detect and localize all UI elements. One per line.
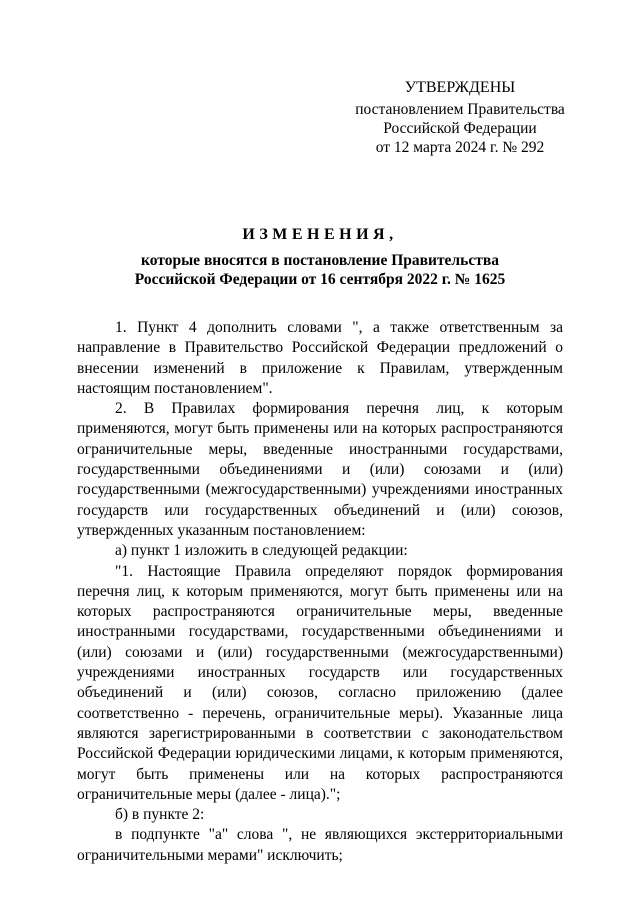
paragraph-subitem-b: б) в пункте 2: — [115, 806, 205, 824]
approval-title: УТВЕРЖДЕНЫ — [404, 79, 516, 96]
approval-line-3: от 12 марта 2024 г. № 292 — [375, 139, 545, 156]
approval-line-1: постановлением Правительства — [355, 101, 565, 118]
paragraph-subitem-a: а) пункт 1 изложить в следующей редакции: — [115, 542, 408, 560]
approval-block — [340, 78, 580, 157]
approval-line-2: Российской Федерации — [383, 120, 537, 137]
paragraph-item-2: 2. В Правилах формирования перечня лиц, к которым применяются, могут быть применены или на которых распространяются ограничительные меры, введенные иностранными государствами, государственными объединениями и (или) союзами и (или) государственными (межгосударственными) учреждениями иностранных государств или государственных объединений и (или) союзов, утвержденных указанным постановлением: — [77, 400, 563, 539]
paragraph-subpoint-a: в подпункте "а" слова ", не являющихся экстерриториальными ограничительными мерами" исключить; — [77, 826, 563, 864]
paragraph-quoted-rule: "1. Настоящие Правила определяют порядок формирования перечня лиц, к которым применяются, могут быть применены или на которых распространяются ограничительные меры, введенные иностранными государствами, государственными объединениями и (или) союзами и (или) государственными (межгосударственными) учреждениями иностранных государств или государственных объединений и (или) союзов, согласно приложению (далее соответственно - перечень, ограничительные меры). Указанные лица являются зарегистрированными в соответствии с законодательством Российской Федерации юридическими лицами, к которым применяются, могут быть применены или на которых распространяются ограничительные меры (далее - лица)."; — [77, 562, 563, 803]
heading-subtitle-line-2: Российской Федерации от 16 сентября 2022 г. № 1625 — [134, 271, 506, 288]
heading-title: ИЗМЕНЕНИЯ, — [242, 226, 398, 243]
paragraph-item-1: 1. Пункт 4 дополнить словами ", а также ответственным за направление в Правительство Российской Федерации предложений о внесении изменений в приложение к Правилам, утвержденным настоящим постановлением". — [77, 319, 563, 397]
heading-subtitle-line-1: которые вносятся в постановление Правительства — [141, 252, 499, 269]
document-body — [77, 318, 563, 866]
document-heading — [70, 225, 570, 289]
